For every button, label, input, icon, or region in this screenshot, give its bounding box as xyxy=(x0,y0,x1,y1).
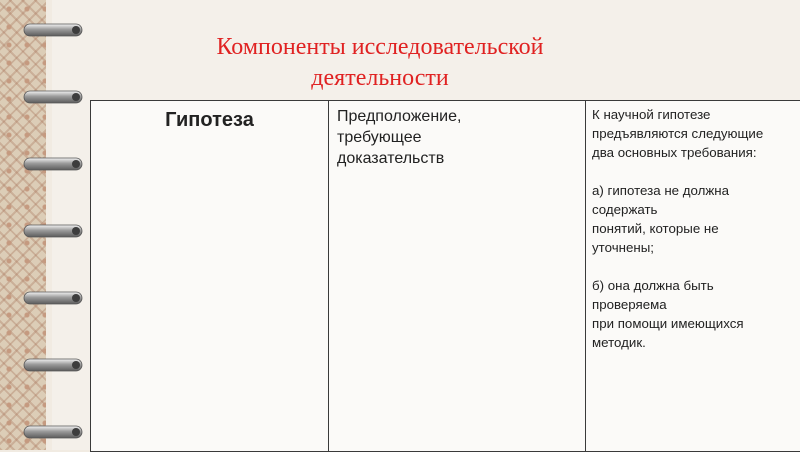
binding-hole xyxy=(72,26,80,34)
definition-cell xyxy=(329,101,586,452)
binding-hole xyxy=(72,160,80,168)
table-row xyxy=(91,101,800,452)
requirement-a-line: понятий, которые не xyxy=(592,219,798,238)
page-title xyxy=(130,32,630,94)
requirement-b-line: при помощи имеющихся xyxy=(592,314,798,333)
binding-hole xyxy=(72,227,80,235)
notebook-spiral-binding xyxy=(0,0,90,450)
requirements-intro-line: два основных требования: xyxy=(592,143,798,162)
requirement-b-line: б) она должна быть xyxy=(592,276,798,295)
requirement-b-line: методик. xyxy=(592,333,798,352)
requirement-b-line: проверяема xyxy=(592,295,798,314)
term-label: Гипотеза xyxy=(165,109,254,131)
title-line-2: деятельности xyxy=(130,63,630,94)
definition-line: Предположение, xyxy=(337,106,577,127)
binding-hole xyxy=(72,361,80,369)
components-table xyxy=(90,100,800,452)
term-cell xyxy=(91,101,329,452)
binding-hole xyxy=(72,93,80,101)
requirements-cell xyxy=(586,101,800,452)
paragraph-gap xyxy=(592,162,798,181)
requirement-a-line: содержать xyxy=(592,200,798,219)
requirement-a-line: а) гипотеза не должна xyxy=(592,181,798,200)
paragraph-gap xyxy=(592,257,798,276)
definition-line: доказательств xyxy=(337,148,577,169)
binding-hole xyxy=(72,428,80,436)
binding-hole xyxy=(72,294,80,302)
requirement-a-line: уточнены; xyxy=(592,238,798,257)
definition-line: требующее xyxy=(337,127,577,148)
requirements-intro-line: предъявляются следующие xyxy=(592,124,798,143)
requirements-intro-line: К научной гипотезе xyxy=(592,105,798,124)
title-line-1: Компоненты исследовательской xyxy=(130,32,630,63)
